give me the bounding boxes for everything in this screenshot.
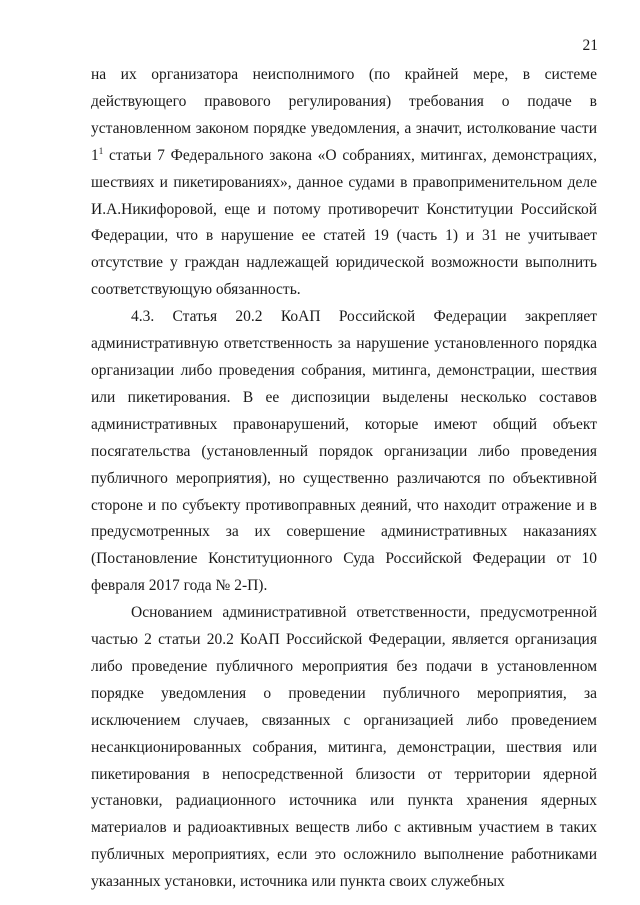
- paragraph-text-after-sup: статьи 7 Федерального закона «О собраниях, митингах, демонстрациях, шествиях и пикетированиях», данное судами в правоприменительном деле И.А.Никифоровой, еще и потому противоречит Конституции Российской Федерации, что в нарушение ее статей 19 (часть 1) и 31 не учитывает отсутствие у граждан надлежащей юридической возможности выполнить соответствующую обязанность.: [91, 146, 597, 299]
- page-number: 21: [582, 37, 598, 54]
- paragraph-continuation: [91, 62, 597, 304]
- paragraph-section-4-3: 4.3. Статья 20.2 КоАП Российской Федерации закрепляет административную ответственность за нарушение установленного порядка организации либо проведения собрания, митинга, демонстрации, шествия или пикетирования. В ее диспозиции выделены несколько составов административных правонарушений, которые имеют общий объект посягательства (установленный порядок организации либо проведения публичного мероприятия), но существенно различаются по объективной стороне и по субъекту противоправных деяний, что находит отражение и в предусмотренных за их совершение административных наказаниях (Постановление Конституционного Суда Российской Федерации от 10 февраля 2017 года № 2-П).: [91, 308, 597, 595]
- paragraph-text-before-sup: на их организатора неисполнимого (по крайней мере, в системе действующего правового регулирования) требования о подаче в установленном законом порядке уведомления, а значит, истолкование части 1: [91, 66, 597, 164]
- document-body: [91, 62, 597, 896]
- paragraph-basis-of-liability: Основанием административной ответственности, предусмотренной частью 2 статьи 20.2 КоАП Российской Федерации, является организация либо проведение публичного мероприятия без подачи в установленном порядке уведомления о проведении публичного мероприятия, за исключением случаев, связанных с организацией либо проведением несанкционированных собрания, митинга, демонстрации, шествия или пикетирования в непосредственной близости от территории ядерной установки, радиационного источника или пункта хранения ядерных материалов и радиоактивных веществ либо с активным участием в таких публичных мероприятиях, если это осложнило выполнение работниками указанных установки, источника или пункта своих служебных: [91, 604, 597, 891]
- superscript-marker: 1: [98, 145, 104, 156]
